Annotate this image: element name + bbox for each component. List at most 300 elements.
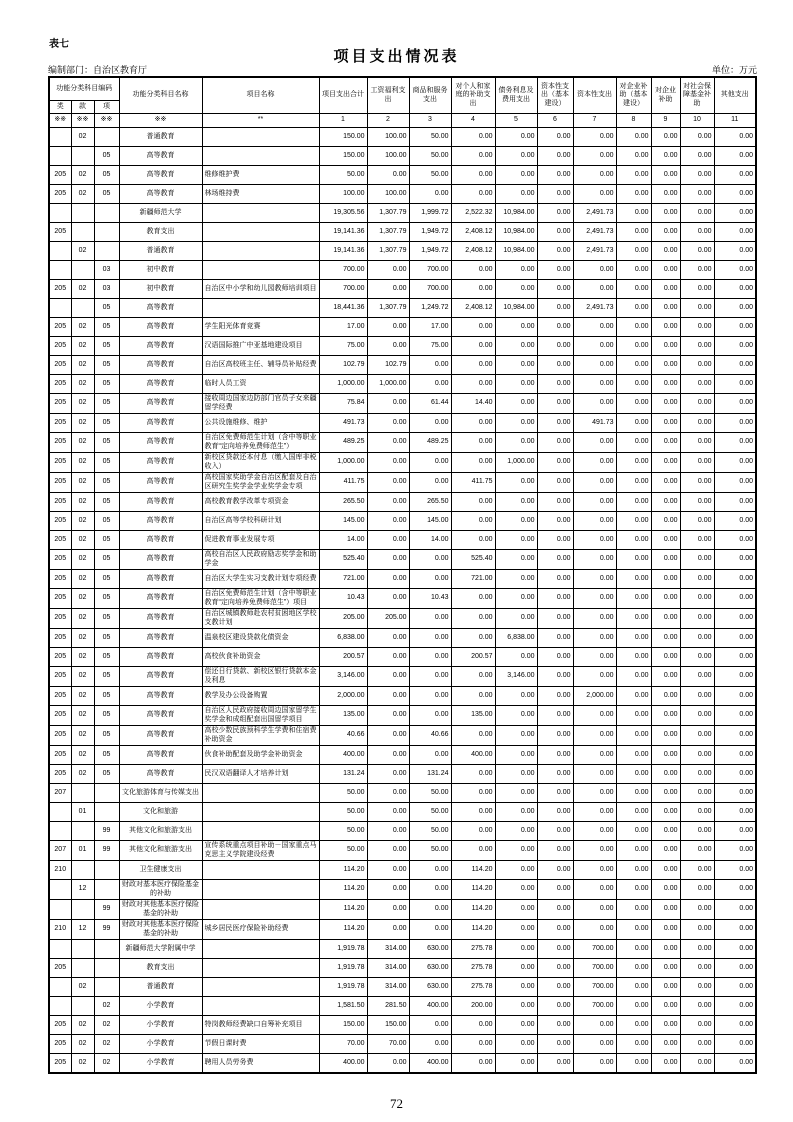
cell-goods-services: 1,249.72 [409, 299, 451, 318]
cell-wages: 0.00 [367, 473, 409, 493]
marker-cell: 3 [409, 114, 451, 128]
cell-individual-family: 0.00 [451, 687, 495, 706]
cell-subject-name: 高等教育 [119, 453, 202, 473]
cell-code-lei: 205 [49, 550, 71, 570]
cell-individual-family: 0.00 [451, 166, 495, 185]
cell-individual-family: 0.00 [451, 318, 495, 337]
cell-subject-name: 教育支出 [119, 959, 202, 978]
cell-individual-family: 2,408.12 [451, 242, 495, 261]
cell-individual-family: 0.00 [451, 589, 495, 609]
cell-enterprise-construction: 0.00 [616, 453, 651, 473]
cell-capital: 2,491.73 [573, 204, 616, 223]
table-row [49, 337, 756, 356]
cell-code-lei: 205 [49, 493, 71, 512]
cell-wages: 0.00 [367, 765, 409, 784]
cell-subject-name: 小学教育 [119, 1035, 202, 1054]
cell-enterprise-construction: 0.00 [616, 589, 651, 609]
table-row [49, 1016, 756, 1035]
cell-capital-construction: 0.00 [537, 337, 573, 356]
cell-code-lei: 205 [49, 746, 71, 765]
cell-wages: 150.00 [367, 1016, 409, 1035]
cell-individual-family: 275.78 [451, 940, 495, 959]
cell-debt-interest: 0.00 [495, 550, 537, 570]
cell-code-lei: 205 [49, 1016, 71, 1035]
cell-wages: 0.00 [367, 531, 409, 550]
cell-code-lei [49, 940, 71, 959]
cell-total: 150.00 [319, 147, 367, 166]
cell-subject-name: 普通教育 [119, 242, 202, 261]
cell-other: 0.00 [714, 318, 756, 337]
cell-debt-interest: 0.00 [495, 589, 537, 609]
cell-capital: 0.00 [573, 706, 616, 726]
cell-individual-family: 0.00 [451, 629, 495, 648]
cell-other: 0.00 [714, 900, 756, 920]
cell-individual-family: 0.00 [451, 1035, 495, 1054]
cell-total: 114.20 [319, 920, 367, 940]
cell-goods-services: 0.00 [409, 550, 451, 570]
cell-code-lei: 205 [49, 453, 71, 473]
cell-code-lei: 205 [49, 706, 71, 726]
cell-code-lei: 205 [49, 531, 71, 550]
cell-individual-family: 0.00 [451, 726, 495, 746]
cell-code-xiang: 05 [94, 687, 119, 706]
cell-capital-construction: 0.00 [537, 589, 573, 609]
cell-code-xiang: 05 [94, 337, 119, 356]
cell-enterprise: 0.00 [651, 1054, 680, 1074]
cell-code-lei: 205 [49, 433, 71, 453]
cell-capital: 2,000.00 [573, 687, 616, 706]
cell-individual-family: 2,408.12 [451, 299, 495, 318]
cell-code-xiang [94, 128, 119, 147]
cell-code-lei [49, 803, 71, 822]
cell-subject-name: 新疆师范大学附属中学 [119, 940, 202, 959]
cell-wages: 0.00 [367, 493, 409, 512]
marker-cell: ※※ [94, 114, 119, 128]
cell-individual-family: 0.00 [451, 1054, 495, 1074]
cell-goods-services: 1,999.72 [409, 204, 451, 223]
cell-capital: 491.73 [573, 414, 616, 433]
cell-other: 0.00 [714, 531, 756, 550]
cell-code-xiang: 02 [94, 1016, 119, 1035]
cell-total: 19,141.36 [319, 242, 367, 261]
cell-capital: 0.00 [573, 550, 616, 570]
cell-enterprise: 0.00 [651, 900, 680, 920]
cell-wages: 0.00 [367, 433, 409, 453]
cell-enterprise: 0.00 [651, 978, 680, 997]
cell-project-name [202, 147, 319, 166]
cell-enterprise-construction: 0.00 [616, 861, 651, 880]
cell-individual-family: 0.00 [451, 803, 495, 822]
cell-code-lei: 205 [49, 414, 71, 433]
table-row [49, 648, 756, 667]
cell-capital-construction: 0.00 [537, 900, 573, 920]
cell-other: 0.00 [714, 570, 756, 589]
cell-social-security: 0.00 [680, 453, 714, 473]
cell-capital-construction: 0.00 [537, 280, 573, 299]
cell-social-security: 0.00 [680, 1035, 714, 1054]
cell-social-security: 0.00 [680, 726, 714, 746]
cell-code-xiang: 05 [94, 185, 119, 204]
cell-project-name [202, 242, 319, 261]
table-row [49, 861, 756, 880]
cell-subject-name: 高等教育 [119, 687, 202, 706]
cell-capital-construction: 0.00 [537, 531, 573, 550]
cell-code-lei: 205 [49, 223, 71, 242]
cell-capital-construction: 0.00 [537, 242, 573, 261]
cell-social-security: 0.00 [680, 706, 714, 726]
cell-subject-name: 高等教育 [119, 531, 202, 550]
cell-subject-name: 高等教育 [119, 166, 202, 185]
cell-enterprise: 0.00 [651, 726, 680, 746]
cell-other: 0.00 [714, 861, 756, 880]
cell-code-lei: 205 [49, 375, 71, 394]
cell-capital-construction: 0.00 [537, 375, 573, 394]
cell-wages: 0.00 [367, 570, 409, 589]
header-code-group: 功能分类科目编码 [49, 77, 119, 101]
cell-other: 0.00 [714, 453, 756, 473]
cell-capital-construction: 0.00 [537, 223, 573, 242]
cell-capital: 0.00 [573, 900, 616, 920]
cell-total: 1,000.00 [319, 375, 367, 394]
cell-social-security: 0.00 [680, 512, 714, 531]
cell-other: 0.00 [714, 185, 756, 204]
cell-code-kuan [71, 147, 94, 166]
cell-other: 0.00 [714, 550, 756, 570]
cell-code-kuan [71, 299, 94, 318]
cell-code-kuan: 02 [71, 589, 94, 609]
cell-social-security: 0.00 [680, 841, 714, 861]
header-capital: 资本性支出 [573, 77, 616, 114]
cell-code-xiang: 05 [94, 375, 119, 394]
cell-subject-name: 高等教育 [119, 356, 202, 375]
cell-individual-family: 0.00 [451, 822, 495, 841]
cell-social-security: 0.00 [680, 648, 714, 667]
cell-goods-services: 131.24 [409, 765, 451, 784]
cell-project-name: 自治区高等学校科研计划 [202, 512, 319, 531]
cell-goods-services: 700.00 [409, 261, 451, 280]
project-expenditure-table [48, 76, 757, 1074]
cell-individual-family: 135.00 [451, 706, 495, 726]
cell-subject-name: 卫生健康支出 [119, 861, 202, 880]
cell-code-kuan: 02 [71, 570, 94, 589]
cell-other: 0.00 [714, 726, 756, 746]
table-row [49, 706, 756, 726]
cell-other: 0.00 [714, 493, 756, 512]
table-row [49, 765, 756, 784]
cell-social-security: 0.00 [680, 414, 714, 433]
cell-wages: 100.00 [367, 128, 409, 147]
cell-enterprise: 0.00 [651, 166, 680, 185]
cell-code-xiang: 02 [94, 1054, 119, 1074]
cell-enterprise: 0.00 [651, 765, 680, 784]
cell-code-lei: 205 [49, 1054, 71, 1074]
cell-wages: 0.00 [367, 453, 409, 473]
cell-capital-construction: 0.00 [537, 687, 573, 706]
cell-code-xiang: 99 [94, 900, 119, 920]
cell-enterprise: 0.00 [651, 667, 680, 687]
cell-enterprise: 0.00 [651, 394, 680, 414]
cell-social-security: 0.00 [680, 550, 714, 570]
cell-project-name [202, 978, 319, 997]
cell-social-security: 0.00 [680, 280, 714, 299]
cell-capital-construction: 0.00 [537, 667, 573, 687]
cell-wages: 0.00 [367, 414, 409, 433]
table-row [49, 570, 756, 589]
cell-enterprise: 0.00 [651, 185, 680, 204]
cell-capital: 0.00 [573, 880, 616, 900]
cell-subject-name: 财政对其他基本医疗保险基金的补助 [119, 900, 202, 920]
cell-debt-interest: 0.00 [495, 1054, 537, 1074]
cell-project-name [202, 880, 319, 900]
cell-capital: 2,491.73 [573, 299, 616, 318]
cell-other: 0.00 [714, 394, 756, 414]
cell-subject-name: 小学教育 [119, 1054, 202, 1074]
cell-enterprise-construction: 0.00 [616, 880, 651, 900]
cell-social-security: 0.00 [680, 261, 714, 280]
cell-enterprise-construction: 0.00 [616, 570, 651, 589]
cell-debt-interest: 0.00 [495, 841, 537, 861]
table-row [49, 667, 756, 687]
cell-capital-construction: 0.00 [537, 453, 573, 473]
cell-enterprise: 0.00 [651, 433, 680, 453]
cell-individual-family: 0.00 [451, 667, 495, 687]
cell-code-xiang: 05 [94, 299, 119, 318]
cell-capital: 0.00 [573, 1054, 616, 1074]
cell-capital-construction: 0.00 [537, 166, 573, 185]
cell-other: 0.00 [714, 959, 756, 978]
cell-capital-construction: 0.00 [537, 318, 573, 337]
cell-code-xiang: 05 [94, 493, 119, 512]
cell-enterprise: 0.00 [651, 609, 680, 629]
cell-enterprise: 0.00 [651, 550, 680, 570]
cell-total: 18,441.36 [319, 299, 367, 318]
cell-capital: 0.00 [573, 375, 616, 394]
cell-social-security: 0.00 [680, 978, 714, 997]
cell-goods-services: 0.00 [409, 900, 451, 920]
marker-cell: ※※ [71, 114, 94, 128]
cell-enterprise: 0.00 [651, 589, 680, 609]
cell-capital-construction: 0.00 [537, 861, 573, 880]
cell-enterprise-construction: 0.00 [616, 1035, 651, 1054]
cell-total: 1,919.78 [319, 940, 367, 959]
cell-goods-services: 0.00 [409, 629, 451, 648]
cell-total: 145.00 [319, 512, 367, 531]
cell-code-lei: 205 [49, 394, 71, 414]
cell-capital-construction: 0.00 [537, 822, 573, 841]
cell-goods-services: 0.00 [409, 453, 451, 473]
cell-code-lei [49, 900, 71, 920]
marker-cell: 5 [495, 114, 537, 128]
header-subject-name: 功能分类科目名称 [119, 77, 202, 114]
cell-wages: 0.00 [367, 900, 409, 920]
cell-goods-services: 1,949.72 [409, 223, 451, 242]
cell-goods-services: 10.43 [409, 589, 451, 609]
cell-enterprise: 0.00 [651, 453, 680, 473]
cell-code-xiang: 02 [94, 997, 119, 1016]
cell-subject-name: 高等教育 [119, 375, 202, 394]
cell-enterprise: 0.00 [651, 880, 680, 900]
cell-capital: 0.00 [573, 394, 616, 414]
cell-individual-family: 0.00 [451, 453, 495, 473]
cell-individual-family: 0.00 [451, 261, 495, 280]
cell-social-security: 0.00 [680, 746, 714, 765]
cell-code-lei [49, 242, 71, 261]
cell-social-security: 0.00 [680, 318, 714, 337]
cell-social-security: 0.00 [680, 242, 714, 261]
cell-social-security: 0.00 [680, 765, 714, 784]
cell-enterprise-construction: 0.00 [616, 414, 651, 433]
cell-capital: 0.00 [573, 746, 616, 765]
cell-enterprise-construction: 0.00 [616, 609, 651, 629]
cell-enterprise: 0.00 [651, 280, 680, 299]
cell-project-name: 公共设施维修、维护 [202, 414, 319, 433]
table-row [49, 940, 756, 959]
cell-code-kuan [71, 223, 94, 242]
cell-code-kuan: 02 [71, 1054, 94, 1074]
cell-enterprise-construction: 0.00 [616, 531, 651, 550]
cell-enterprise-construction: 0.00 [616, 726, 651, 746]
cell-total: 135.00 [319, 706, 367, 726]
cell-total: 411.75 [319, 473, 367, 493]
cell-social-security: 0.00 [680, 570, 714, 589]
cell-project-name: 学生阳光体育竞赛 [202, 318, 319, 337]
cell-other: 0.00 [714, 1035, 756, 1054]
cell-total: 114.20 [319, 880, 367, 900]
cell-other: 0.00 [714, 687, 756, 706]
cell-project-name: 伙食补助配套及助学金补助资金 [202, 746, 319, 765]
cell-social-security: 0.00 [680, 920, 714, 940]
cell-goods-services: 400.00 [409, 997, 451, 1016]
cell-enterprise-construction: 0.00 [616, 978, 651, 997]
cell-other: 0.00 [714, 706, 756, 726]
cell-enterprise-construction: 0.00 [616, 318, 651, 337]
cell-code-kuan: 02 [71, 185, 94, 204]
cell-other: 0.00 [714, 997, 756, 1016]
cell-code-kuan: 02 [71, 531, 94, 550]
cell-other: 0.00 [714, 1054, 756, 1074]
cell-project-name: 高校教育教学改革专项资金 [202, 493, 319, 512]
cell-social-security: 0.00 [680, 822, 714, 841]
table-header [49, 77, 756, 114]
cell-social-security: 0.00 [680, 629, 714, 648]
cell-capital: 0.00 [573, 667, 616, 687]
cell-code-kuan [71, 861, 94, 880]
cell-enterprise: 0.00 [651, 746, 680, 765]
cell-total: 3,146.00 [319, 667, 367, 687]
cell-project-name [202, 900, 319, 920]
cell-wages: 1,307.79 [367, 223, 409, 242]
cell-capital: 0.00 [573, 765, 616, 784]
cell-code-lei [49, 128, 71, 147]
table-row [49, 959, 756, 978]
table-row [49, 242, 756, 261]
cell-code-kuan: 02 [71, 433, 94, 453]
header-code-lei: 类 [49, 101, 71, 114]
cell-social-security: 0.00 [680, 147, 714, 166]
cell-goods-services: 0.00 [409, 880, 451, 900]
cell-capital: 0.00 [573, 318, 616, 337]
cell-wages: 314.00 [367, 940, 409, 959]
cell-total: 1,000.00 [319, 453, 367, 473]
cell-other: 0.00 [714, 822, 756, 841]
marker-cell: 10 [680, 114, 714, 128]
cell-subject-name: 高等教育 [119, 629, 202, 648]
cell-capital-construction: 0.00 [537, 261, 573, 280]
cell-social-security: 0.00 [680, 940, 714, 959]
cell-code-kuan: 02 [71, 726, 94, 746]
cell-code-xiang: 05 [94, 589, 119, 609]
cell-wages: 1,307.79 [367, 242, 409, 261]
cell-debt-interest: 0.00 [495, 978, 537, 997]
header-other: 其他支出 [714, 77, 756, 114]
table-row [49, 299, 756, 318]
cell-individual-family: 0.00 [451, 765, 495, 784]
cell-other: 0.00 [714, 784, 756, 803]
marker-row [49, 114, 756, 128]
cell-project-name: 城乡居民医疗保险补助经费 [202, 920, 319, 940]
cell-capital: 0.00 [573, 337, 616, 356]
cell-enterprise: 0.00 [651, 784, 680, 803]
cell-code-lei: 205 [49, 318, 71, 337]
cell-social-security: 0.00 [680, 880, 714, 900]
cell-debt-interest: 10,984.00 [495, 223, 537, 242]
cell-wages: 205.00 [367, 609, 409, 629]
cell-individual-family: 0.00 [451, 784, 495, 803]
cell-code-lei: 207 [49, 841, 71, 861]
cell-wages: 0.00 [367, 512, 409, 531]
cell-debt-interest: 0.00 [495, 493, 537, 512]
table-row [49, 453, 756, 473]
cell-debt-interest: 6,838.00 [495, 629, 537, 648]
cell-code-lei [49, 299, 71, 318]
cell-project-name: 促进教育事业发展专项 [202, 531, 319, 550]
cell-code-xiang: 05 [94, 706, 119, 726]
cell-code-xiang: 99 [94, 920, 119, 940]
cell-debt-interest: 0.00 [495, 765, 537, 784]
cell-debt-interest: 0.00 [495, 920, 537, 940]
cell-code-kuan: 02 [71, 667, 94, 687]
cell-enterprise-construction: 0.00 [616, 166, 651, 185]
cell-code-kuan: 02 [71, 375, 94, 394]
cell-project-name: 特岗教师经费缺口自筹补充项目 [202, 1016, 319, 1035]
table-row [49, 1054, 756, 1074]
cell-project-name: 接收周边国家边防部门官员子女来疆留学经费 [202, 394, 319, 414]
cell-individual-family: 400.00 [451, 746, 495, 765]
cell-project-name [202, 803, 319, 822]
cell-code-kuan [71, 997, 94, 1016]
cell-total: 75.00 [319, 337, 367, 356]
cell-wages: 0.00 [367, 726, 409, 746]
cell-subject-name: 文化和旅游 [119, 803, 202, 822]
cell-goods-services: 0.00 [409, 648, 451, 667]
header-enterprise-construction: 对企业补助（基本建设） [616, 77, 651, 114]
cell-total: 50.00 [319, 803, 367, 822]
table-row [49, 880, 756, 900]
cell-subject-name: 财政对基本医疗保险基金的补助 [119, 880, 202, 900]
cell-subject-name: 高等教育 [119, 765, 202, 784]
cell-capital-construction: 0.00 [537, 997, 573, 1016]
table-row [49, 920, 756, 940]
cell-project-name [202, 128, 319, 147]
cell-capital-construction: 0.00 [537, 920, 573, 940]
cell-enterprise-construction: 0.00 [616, 803, 651, 822]
cell-total: 489.25 [319, 433, 367, 453]
cell-enterprise-construction: 0.00 [616, 629, 651, 648]
cell-debt-interest: 0.00 [495, 356, 537, 375]
cell-social-security: 0.00 [680, 299, 714, 318]
cell-enterprise: 0.00 [651, 1016, 680, 1035]
cell-other: 0.00 [714, 337, 756, 356]
